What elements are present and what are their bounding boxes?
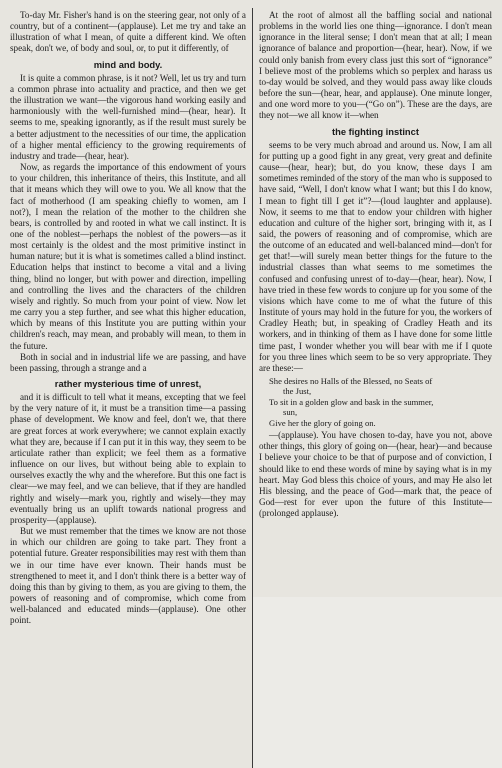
paragraph: and it is difficult to tell what it means, excepting that we feel by the very nature of it, it must be a transition time—a passing phase of development. We know and feel, don't we, that there are great forces at work everywhere; we cannot explain exactly what they are, because if I can put it in this way, they seem to be articulate rather than explicit; we feel them as a formative influence on our lives, but without being able to explain to ourselves exactly the why and the wherefore. But this one fact is clear—we may feel, and we can believe, that if they are handled rightly and wisely—mark you, rightly and wisely—they may eventually bring us an uplift towards national progress and prosperity—(applause).: [10, 392, 246, 525]
paragraph: But we must remember that the times we know are not those in which our children are going to take part. They front a potential future. Greater responsibilities may rest with them than we in our time have ever known. Their hands must be strengthened to meet it, and I don't think there is a better way of doing this than by giving to them, as you are giving to them, the powers of reasoning and of compromise, which come from well-balanced and educated minds—(applause). One other point.: [10, 526, 246, 626]
subheading: the fighting instinct: [332, 125, 419, 137]
poem-line: Give her the glory of going on.: [269, 417, 376, 428]
paragraph: seems to be very much abroad and around us. Now, I am all for putting up a good fight in any great, very great and definite cause—(hear, hear); but, do you know, these days I am sometimes reminded of the story of the man who is supposed to have said, “Well, I don't know what I want; but this I do know, I mean to fight till I get it”?—(loud laughter and applause). Now, it seems to me that to endow your children with higher education and culture of the higher sort, bringing with it, as I said, the powers of reasoning and of compromise, which are the outcome of an educated and well-balanced mind—don't for get that!—will surely mean better things for the future to the industrial classes than what seems to me sometimes the confused and confusing unrest of to-day—(hear, hear). Now, I have tried in these few words to conjure up for you some of the visions which have come to me of what the future of this Institute of yours may hold in the future for you, the workers of Cradley Heath; but, in speaking of Cradley Heath and its workers, and in thinking of them as I have done for some little time past, I wonder whether you will bear with me if I quote for you three lines which seem to be so very appropriate. They are these:—: [259, 139, 492, 373]
poem-line: She desires no Halls of the Blessed, no Seats of: [269, 376, 433, 386]
paragraph: Both in social and in industrial life we are passing, and have been passing, through a strange and a: [10, 351, 246, 373]
subheading: mind and body.: [93, 58, 163, 70]
paragraph: At the root of almost all the baffling social and national problems in the world lies one thing—ignorance. I don't mean ignorance in the literal sense; I don't mean that at all; I mean ignorance of balance and proportion—(hear, hear). Now, if we could only banish from every class just this sort of “ignorance” I believe most of the problems which so perplex and harass us to-day would be solved, and they would pass away like clouds before the sun—(hear, hear, and applause). One minute longer, and one word more to you—(“Go on”). These are the days, are they not—we all know it—when: [259, 10, 492, 121]
paragraph: —(applause). You have chosen to-day, have you not, above other things, this glory of going on—(hear, hear)—and because I believe your choice to be that of purpose and of conviction, I should like to end these words of mine by saying what is in my heart. May God bless this choice of yours, and may He also let His blessing, and the peace of God—mark that, the peace of God—rest for ever upon the future of this Institute—(prolonged applause).: [259, 430, 492, 519]
poem-line: the Just,: [283, 386, 312, 397]
subheading: rather mysterious time of unrest,: [54, 378, 202, 389]
poem-quote: [259, 376, 492, 428]
poem-line: To sit in a golden glow and bask in the summer,: [269, 396, 434, 407]
paragraph: It is quite a common phrase, is it not? Well, let us try and turn a common phrase into actuality and practice, and then we get the illustration we want—the vigorous hand working easily and harmoniously with the well-furnished mind—(hear, hear). It seems to me, speaking ignorantly, as if the result must surely be a better adjustment to the necessities of our time, the application of a higher mental efficiency to the growing requirements of industry and trade—(hear, hear).: [10, 72, 246, 161]
right-column: [259, 10, 492, 595]
left-column: [10, 10, 246, 762]
blank-area: [253, 597, 502, 768]
paragraph: To-day Mr. Fisher's hand is on the steering gear, not only of a country, but of a continent—(applause). Let me try and take an illustration of what I mean, of quite a different kind. We often speak, don't we, of body and soul, or, to put it differently, of: [10, 10, 246, 54]
poem-line: sun,: [283, 407, 298, 418]
paragraph: Now, as regards the importance of this endowment of yours to your children, this inheritance of theirs, this Institute, and all that it means which they will owe to you. We all know that the fact of motherhood (I am speaking chiefly to women, am I not?), I mean the relation of the mother to the children she bears, is controlled by and rooted in what we call instinct. It is one of the noblest—perhaps the noblest of the powers—as it most certainly is the oldest and the most primitive instinct in human nature; but it is what is sometimes called a blind instinct. Education helps that instinct to become a vital and a living thing, blind no longer, but with power and direction, impelling and controlling the lives and the characters of the children wisely and rightly. So much from your point of view. Now let me carry you a step further, and see what this higher education, which by means of this Institute you are putting within your children's reach, may mean, and probably will mean, to them in the future.: [10, 162, 246, 351]
